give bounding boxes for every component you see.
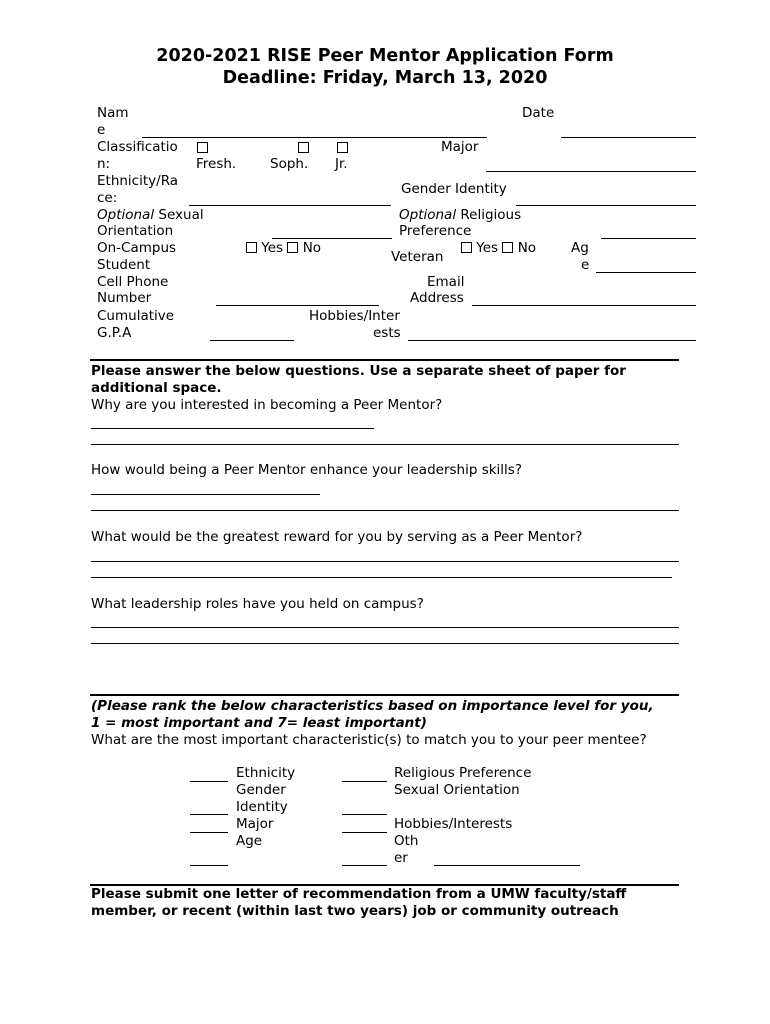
name-field[interactable] xyxy=(142,137,487,138)
fresh-label: Fresh. xyxy=(196,156,237,172)
jr-checkbox[interactable] xyxy=(337,142,348,153)
oncampus-yes-checkbox[interactable] xyxy=(246,242,257,253)
question-2: How would being a Peer Mentor enhance your leadership skills? xyxy=(91,462,523,478)
rank-major-field[interactable] xyxy=(190,832,228,833)
question-3: What would be the greatest reward for you by serving as a Peer Mentor? xyxy=(91,529,583,545)
gender-identity-field[interactable] xyxy=(516,205,696,206)
email-label: Email xyxy=(427,274,465,290)
soph-label: Soph. xyxy=(270,156,309,172)
date-label: Date xyxy=(522,105,555,121)
rank-label-hobbies: Hobbies/Interests xyxy=(394,816,513,832)
section-divider xyxy=(90,694,679,696)
ranking-instruction-cont: 1 = most important and 7= least important) xyxy=(91,715,427,731)
ethnicity-field[interactable] xyxy=(189,205,391,206)
answer-3-line[interactable] xyxy=(91,561,679,562)
hobbies-label: Hobbies/Inter xyxy=(309,308,400,324)
recommendation-note: Please submit one letter of recommendation from a UMW faculty/staff xyxy=(91,886,627,902)
questions-instruction: Please answer the below questions. Use a separate sheet of paper for xyxy=(91,363,626,379)
oncampus-label-cont: Student xyxy=(97,257,151,273)
rank-label-ethnicity: Ethnicity xyxy=(236,765,296,781)
rank-label-other-cont: er xyxy=(394,850,408,866)
veteran-no-checkbox[interactable] xyxy=(502,242,513,253)
answer-4-line[interactable] xyxy=(91,627,679,628)
answer-4-line[interactable] xyxy=(91,643,679,644)
religious-preference-label-cont: Preference xyxy=(399,223,472,239)
gpa-label-cont: G.P.A xyxy=(97,325,132,341)
rank-hobbies-field[interactable] xyxy=(342,832,387,833)
cell-phone-field[interactable] xyxy=(216,305,379,306)
gender-identity-label: Gender Identity xyxy=(401,181,507,197)
age-label: Ag xyxy=(571,240,589,256)
question-1: Why are you interested in becoming a Peer Mentor? xyxy=(91,397,443,413)
yes-label: Yes xyxy=(261,240,284,256)
hobbies-field[interactable] xyxy=(408,340,696,341)
classification-label-cont: n: xyxy=(97,156,111,172)
rank-label-sexual-orientation: Sexual Orientation xyxy=(394,782,520,798)
form-title: 2020-2021 RISE Peer Mentor Application Form xyxy=(156,46,614,66)
ranking-instruction: (Please rank the below characteristics based on importance level for you, xyxy=(91,698,654,714)
answer-1-line[interactable] xyxy=(91,444,679,445)
hobbies-label-cont: ests xyxy=(373,325,401,341)
email-field[interactable] xyxy=(472,305,696,306)
rank-religious-field[interactable] xyxy=(342,781,387,782)
name-label: Nam xyxy=(97,105,129,121)
answer-2-line[interactable] xyxy=(91,494,320,495)
rank-label-religious: Religious Preference xyxy=(394,765,532,781)
questions-instruction-cont: additional space. xyxy=(91,380,222,396)
jr-label: Jr. xyxy=(335,156,348,172)
veteran-yes-checkbox[interactable] xyxy=(461,242,472,253)
oncampus-options xyxy=(246,240,321,256)
veteran-options xyxy=(461,240,536,256)
rank-label-other: Oth xyxy=(394,833,419,849)
major-label: Major xyxy=(441,139,479,155)
rank-label-age: Age xyxy=(236,833,263,849)
gpa-label: Cumulative xyxy=(97,308,175,324)
oncampus-label: On-Campus xyxy=(97,240,177,256)
ranking-question: What are the most important characteristic(s) to match you to your peer mentee? xyxy=(91,732,647,748)
rank-gender-field[interactable] xyxy=(190,814,228,815)
answer-2-line[interactable] xyxy=(91,510,679,511)
soph-checkbox[interactable] xyxy=(298,142,309,153)
cell-phone-label-cont: Number xyxy=(97,290,152,306)
section-divider xyxy=(90,359,679,361)
rank-ethnicity-field[interactable] xyxy=(190,781,228,782)
major-field[interactable] xyxy=(486,171,696,172)
rank-label-identity: Identity xyxy=(236,799,288,815)
answer-1-line[interactable] xyxy=(91,428,374,429)
religious-preference-field[interactable] xyxy=(601,238,696,239)
no-label: No xyxy=(517,240,537,256)
sexual-orientation-label: Optional Sexual xyxy=(97,207,204,223)
other-specify-field[interactable] xyxy=(434,865,580,866)
no-label: No xyxy=(302,240,322,256)
email-label-cont: Address xyxy=(410,290,464,306)
cell-phone-label: Cell Phone xyxy=(97,274,169,290)
age-label-cont: e xyxy=(581,257,590,273)
rank-label-gender: Gender xyxy=(236,782,286,798)
answer-3-line[interactable] xyxy=(91,577,672,578)
veteran-label: Veteran xyxy=(391,249,444,265)
rank-age-field[interactable] xyxy=(190,865,228,866)
sexual-orientation-field[interactable] xyxy=(272,238,392,239)
yes-label: Yes xyxy=(476,240,499,256)
rank-sexual-orientation-field[interactable] xyxy=(342,814,387,815)
deadline: Deadline: Friday, March 13, 2020 xyxy=(222,68,548,88)
fresh-checkbox[interactable] xyxy=(197,142,208,153)
recommendation-note-cont: member, or recent (within last two years) job or community outreach xyxy=(91,903,619,919)
gpa-field[interactable] xyxy=(210,340,294,341)
oncampus-no-checkbox[interactable] xyxy=(287,242,298,253)
date-field[interactable] xyxy=(561,137,696,138)
rank-other-field[interactable] xyxy=(342,865,387,866)
sexual-orientation-label-cont: Orientation xyxy=(97,223,174,239)
classification-label: Classificatio xyxy=(97,139,178,155)
question-4: What leadership roles have you held on campus? xyxy=(91,596,424,612)
name-label-cont: e xyxy=(97,122,106,138)
ethnicity-label-cont: ce: xyxy=(97,190,118,206)
religious-preference-label: Optional Religious xyxy=(399,207,522,223)
age-field[interactable] xyxy=(596,272,696,273)
ethnicity-label: Ethnicity/Ra xyxy=(97,173,179,189)
rank-label-major: Major xyxy=(236,816,274,832)
